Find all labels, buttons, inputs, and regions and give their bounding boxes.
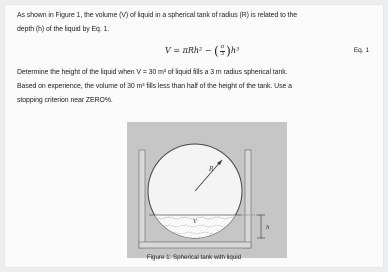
equation-minus: −	[204, 46, 212, 56]
problem-line-1: Determine the height of the liquid when V = 30 m³ of liquid fills a 3 m radius spherical tank.	[17, 69, 288, 76]
problem-line-3: stopping criterion near ZERO%.	[17, 97, 113, 104]
fraction-numerator: π	[220, 44, 225, 50]
right-support	[245, 150, 251, 248]
equation-1	[5, 43, 383, 61]
figure-caption: Figure 1: Spherical tank with liquid	[146, 254, 242, 261]
document-page	[5, 5, 383, 267]
base-support	[139, 242, 251, 248]
equation-rhs: h³	[230, 46, 240, 56]
fraction-denominator: 3	[220, 50, 225, 57]
intro-line-2: depth (h) of the liquid by Eq. 1.	[17, 26, 110, 33]
radius-label: R	[209, 166, 214, 173]
intro-line-1: As shown in Figure 1, the volume (V) of liquid in a spherical tank of radius (R) is related to the	[17, 12, 298, 19]
left-support	[139, 150, 145, 248]
equation-number: Eq. 1	[353, 47, 369, 54]
problem-line-2: Based on experience, the volume of 30 m³ fills less than half of the height of the tank. Use a	[17, 83, 292, 90]
spherical-tank-figure	[127, 122, 287, 258]
equation-formula: V = πRh² − ( $\frac{\pi}{3}$ )h³	[165, 44, 240, 59]
volume-label: V	[193, 219, 197, 225]
equation-fraction	[220, 45, 225, 57]
height-label: h	[266, 225, 270, 231]
equation-lhs: V = πRh²	[165, 46, 203, 56]
